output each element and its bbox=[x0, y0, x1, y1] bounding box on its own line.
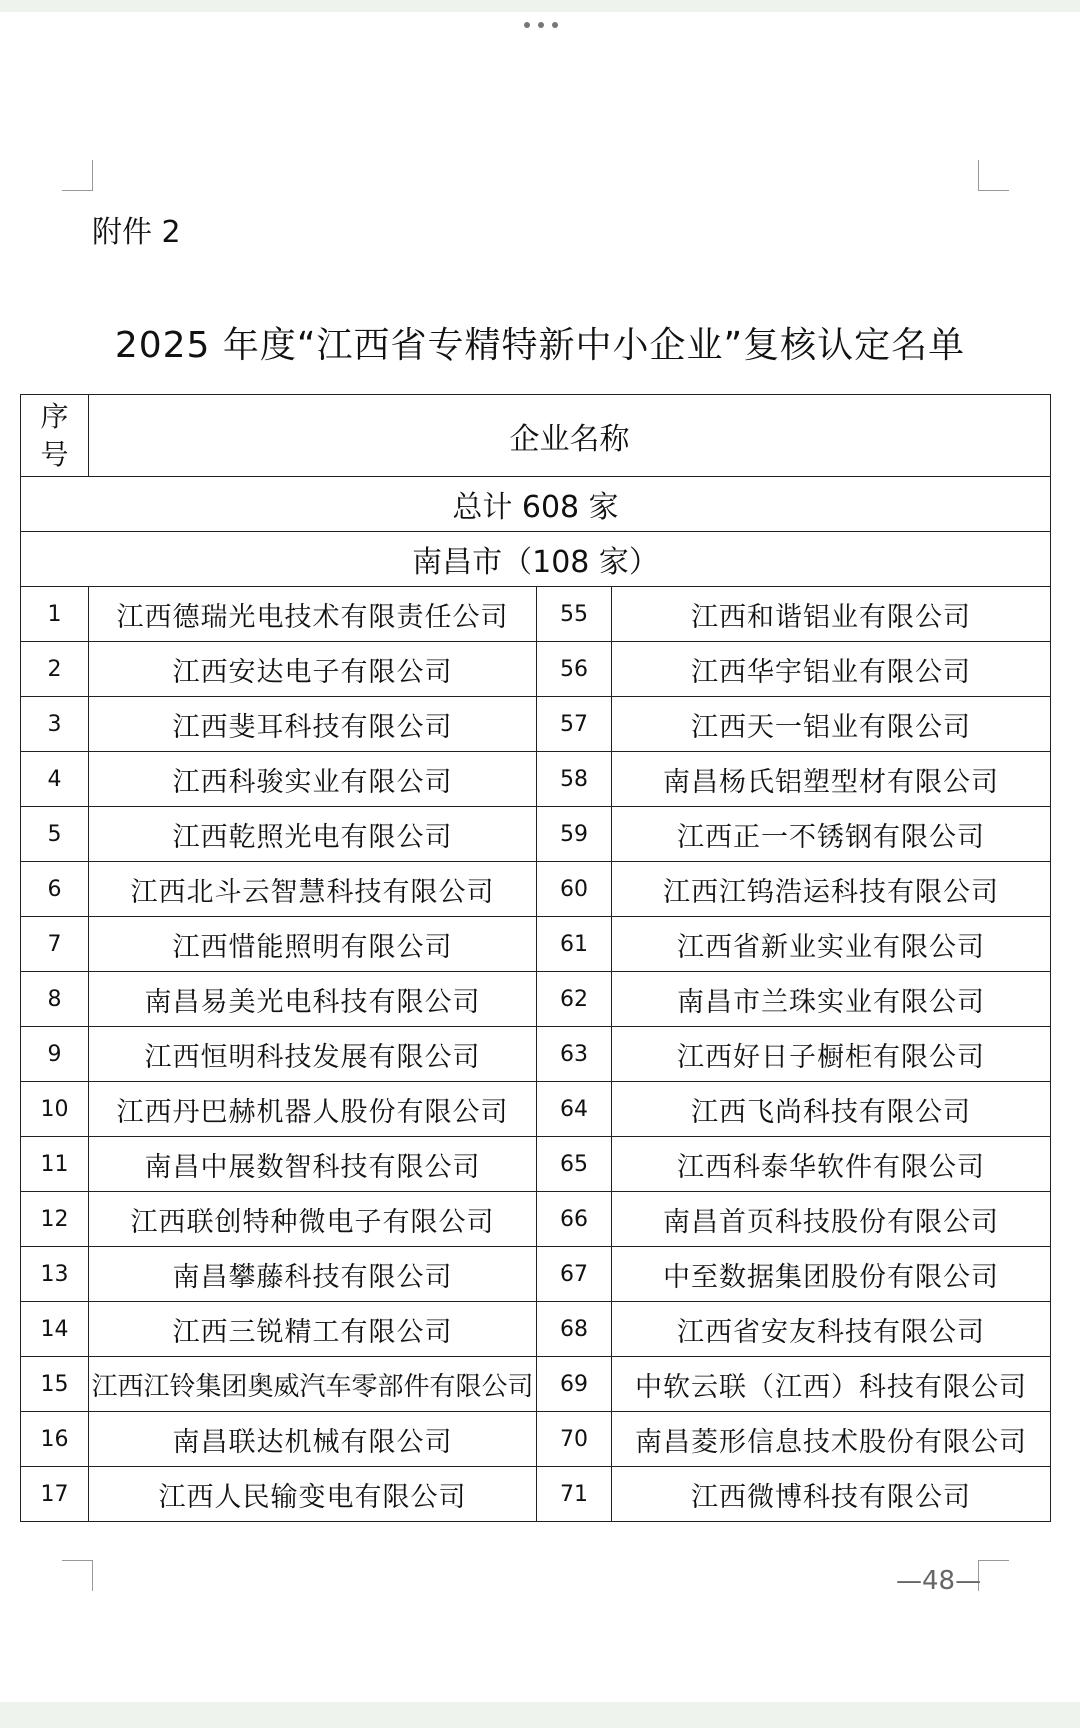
document-title: 2025 年度“江西省专精特新中小企业”复核认定名单 bbox=[114, 325, 966, 366]
serial-number-header bbox=[21, 395, 89, 477]
table-row bbox=[21, 972, 1051, 1027]
company-name: 南昌杨氏铝塑型材有限公司 bbox=[612, 752, 1051, 807]
company-name: 南昌中展数智科技有限公司 bbox=[89, 1137, 537, 1192]
page-number: —48— bbox=[896, 1566, 982, 1596]
serial-number: 56 bbox=[537, 642, 612, 697]
serial-header-char-1: 序 bbox=[40, 399, 69, 433]
company-name: 江西省安友科技有限公司 bbox=[612, 1302, 1051, 1357]
table-row bbox=[21, 1192, 1051, 1247]
serial-number: 61 bbox=[537, 917, 612, 972]
company-list-table bbox=[20, 394, 1051, 1522]
serial-number: 62 bbox=[537, 972, 612, 1027]
serial-number: 71 bbox=[537, 1467, 612, 1522]
serial-number: 2 bbox=[21, 642, 89, 697]
company-name: 江西和谐铝业有限公司 bbox=[612, 587, 1051, 642]
serial-number: 66 bbox=[537, 1192, 612, 1247]
company-name: 江西三锐精工有限公司 bbox=[89, 1302, 537, 1357]
serial-number: 70 bbox=[537, 1412, 612, 1467]
serial-number: 6 bbox=[21, 862, 89, 917]
table-row bbox=[21, 1302, 1051, 1357]
table-row bbox=[21, 1137, 1051, 1192]
company-name: 江西斐耳科技有限公司 bbox=[89, 697, 537, 752]
serial-number: 68 bbox=[537, 1302, 612, 1357]
table-row bbox=[21, 1082, 1051, 1137]
company-name: 江西安达电子有限公司 bbox=[89, 642, 537, 697]
company-name: 江西丹巴赫机器人股份有限公司 bbox=[89, 1082, 537, 1137]
attachment-label: 附件 2 bbox=[92, 215, 181, 250]
serial-number: 65 bbox=[537, 1137, 612, 1192]
serial-number: 58 bbox=[537, 752, 612, 807]
company-name: 南昌攀藤科技有限公司 bbox=[89, 1247, 537, 1302]
company-name: 江西天一铝业有限公司 bbox=[612, 697, 1051, 752]
serial-number: 14 bbox=[21, 1302, 89, 1357]
company-name: 南昌菱形信息技术股份有限公司 bbox=[612, 1412, 1051, 1467]
table-row bbox=[21, 587, 1051, 642]
company-name: 江西好日子橱柜有限公司 bbox=[612, 1027, 1051, 1082]
company-name-header: 企业名称 bbox=[89, 395, 1051, 477]
serial-number: 8 bbox=[21, 972, 89, 1027]
company-name: 江西惜能照明有限公司 bbox=[89, 917, 537, 972]
company-name: 江西江铃集团奥威汽车零部件有限公司 bbox=[89, 1357, 537, 1412]
serial-number: 69 bbox=[537, 1357, 612, 1412]
serial-number: 67 bbox=[537, 1247, 612, 1302]
company-name: 江西省新业实业有限公司 bbox=[612, 917, 1051, 972]
serial-number: 55 bbox=[537, 587, 612, 642]
company-name: 江西正一不锈钢有限公司 bbox=[612, 807, 1051, 862]
serial-number: 57 bbox=[537, 697, 612, 752]
company-name: 南昌易美光电科技有限公司 bbox=[89, 972, 537, 1027]
table-row bbox=[21, 1357, 1051, 1412]
serial-number: 60 bbox=[537, 862, 612, 917]
company-name: 江西乾照光电有限公司 bbox=[89, 807, 537, 862]
table-row bbox=[21, 917, 1051, 972]
serial-number: 12 bbox=[21, 1192, 89, 1247]
company-name: 南昌联达机械有限公司 bbox=[89, 1412, 537, 1467]
company-name: 江西华宇铝业有限公司 bbox=[612, 642, 1051, 697]
company-name: 江西人民输变电有限公司 bbox=[89, 1467, 537, 1522]
total-count: 总计 608 家 bbox=[21, 477, 1051, 532]
crop-mark-top-right bbox=[978, 160, 1009, 191]
company-name: 江西恒明科技发展有限公司 bbox=[89, 1027, 537, 1082]
table-row bbox=[21, 642, 1051, 697]
serial-number: 1 bbox=[21, 587, 89, 642]
company-name: 江西江钨浩运科技有限公司 bbox=[612, 862, 1051, 917]
total-row bbox=[21, 477, 1051, 532]
serial-number: 64 bbox=[537, 1082, 612, 1137]
document-page bbox=[0, 12, 1080, 1702]
company-name: 中至数据集团股份有限公司 bbox=[612, 1247, 1051, 1302]
table-row bbox=[21, 1412, 1051, 1467]
serial-number: 4 bbox=[21, 752, 89, 807]
table-row bbox=[21, 752, 1051, 807]
table-row bbox=[21, 697, 1051, 752]
serial-number: 3 bbox=[21, 697, 89, 752]
table-header-row bbox=[21, 395, 1051, 477]
region-row bbox=[21, 532, 1051, 587]
serial-number: 59 bbox=[537, 807, 612, 862]
table-row bbox=[21, 1467, 1051, 1522]
serial-number: 9 bbox=[21, 1027, 89, 1082]
company-name: 江西科骏实业有限公司 bbox=[89, 752, 537, 807]
company-name: 江西微博科技有限公司 bbox=[612, 1467, 1051, 1522]
more-options-icon[interactable] bbox=[524, 20, 558, 30]
crop-mark-top-left bbox=[62, 160, 93, 191]
serial-number: 7 bbox=[21, 917, 89, 972]
table-row bbox=[21, 807, 1051, 862]
serial-number: 13 bbox=[21, 1247, 89, 1302]
company-name: 江西德瑞光电技术有限责任公司 bbox=[89, 587, 537, 642]
serial-header-char-2: 号 bbox=[40, 437, 69, 471]
serial-number: 10 bbox=[21, 1082, 89, 1137]
company-name: 南昌市兰珠实业有限公司 bbox=[612, 972, 1051, 1027]
region-label: 南昌市（108 家） bbox=[21, 532, 1051, 587]
company-name: 南昌首页科技股份有限公司 bbox=[612, 1192, 1051, 1247]
serial-number: 15 bbox=[21, 1357, 89, 1412]
company-name: 江西北斗云智慧科技有限公司 bbox=[89, 862, 537, 917]
table-row bbox=[21, 1027, 1051, 1082]
company-name: 江西飞尚科技有限公司 bbox=[612, 1082, 1051, 1137]
serial-number: 11 bbox=[21, 1137, 89, 1192]
table-row bbox=[21, 862, 1051, 917]
crop-mark-bottom-right bbox=[978, 1560, 1009, 1591]
company-name: 江西科泰华软件有限公司 bbox=[612, 1137, 1051, 1192]
serial-number: 5 bbox=[21, 807, 89, 862]
table-row bbox=[21, 1247, 1051, 1302]
serial-number: 17 bbox=[21, 1467, 89, 1522]
company-name: 江西联创特种微电子有限公司 bbox=[89, 1192, 537, 1247]
company-name: 中软云联（江西）科技有限公司 bbox=[612, 1357, 1051, 1412]
crop-mark-bottom-left bbox=[62, 1560, 93, 1591]
serial-number: 63 bbox=[537, 1027, 612, 1082]
serial-number: 16 bbox=[21, 1412, 89, 1467]
